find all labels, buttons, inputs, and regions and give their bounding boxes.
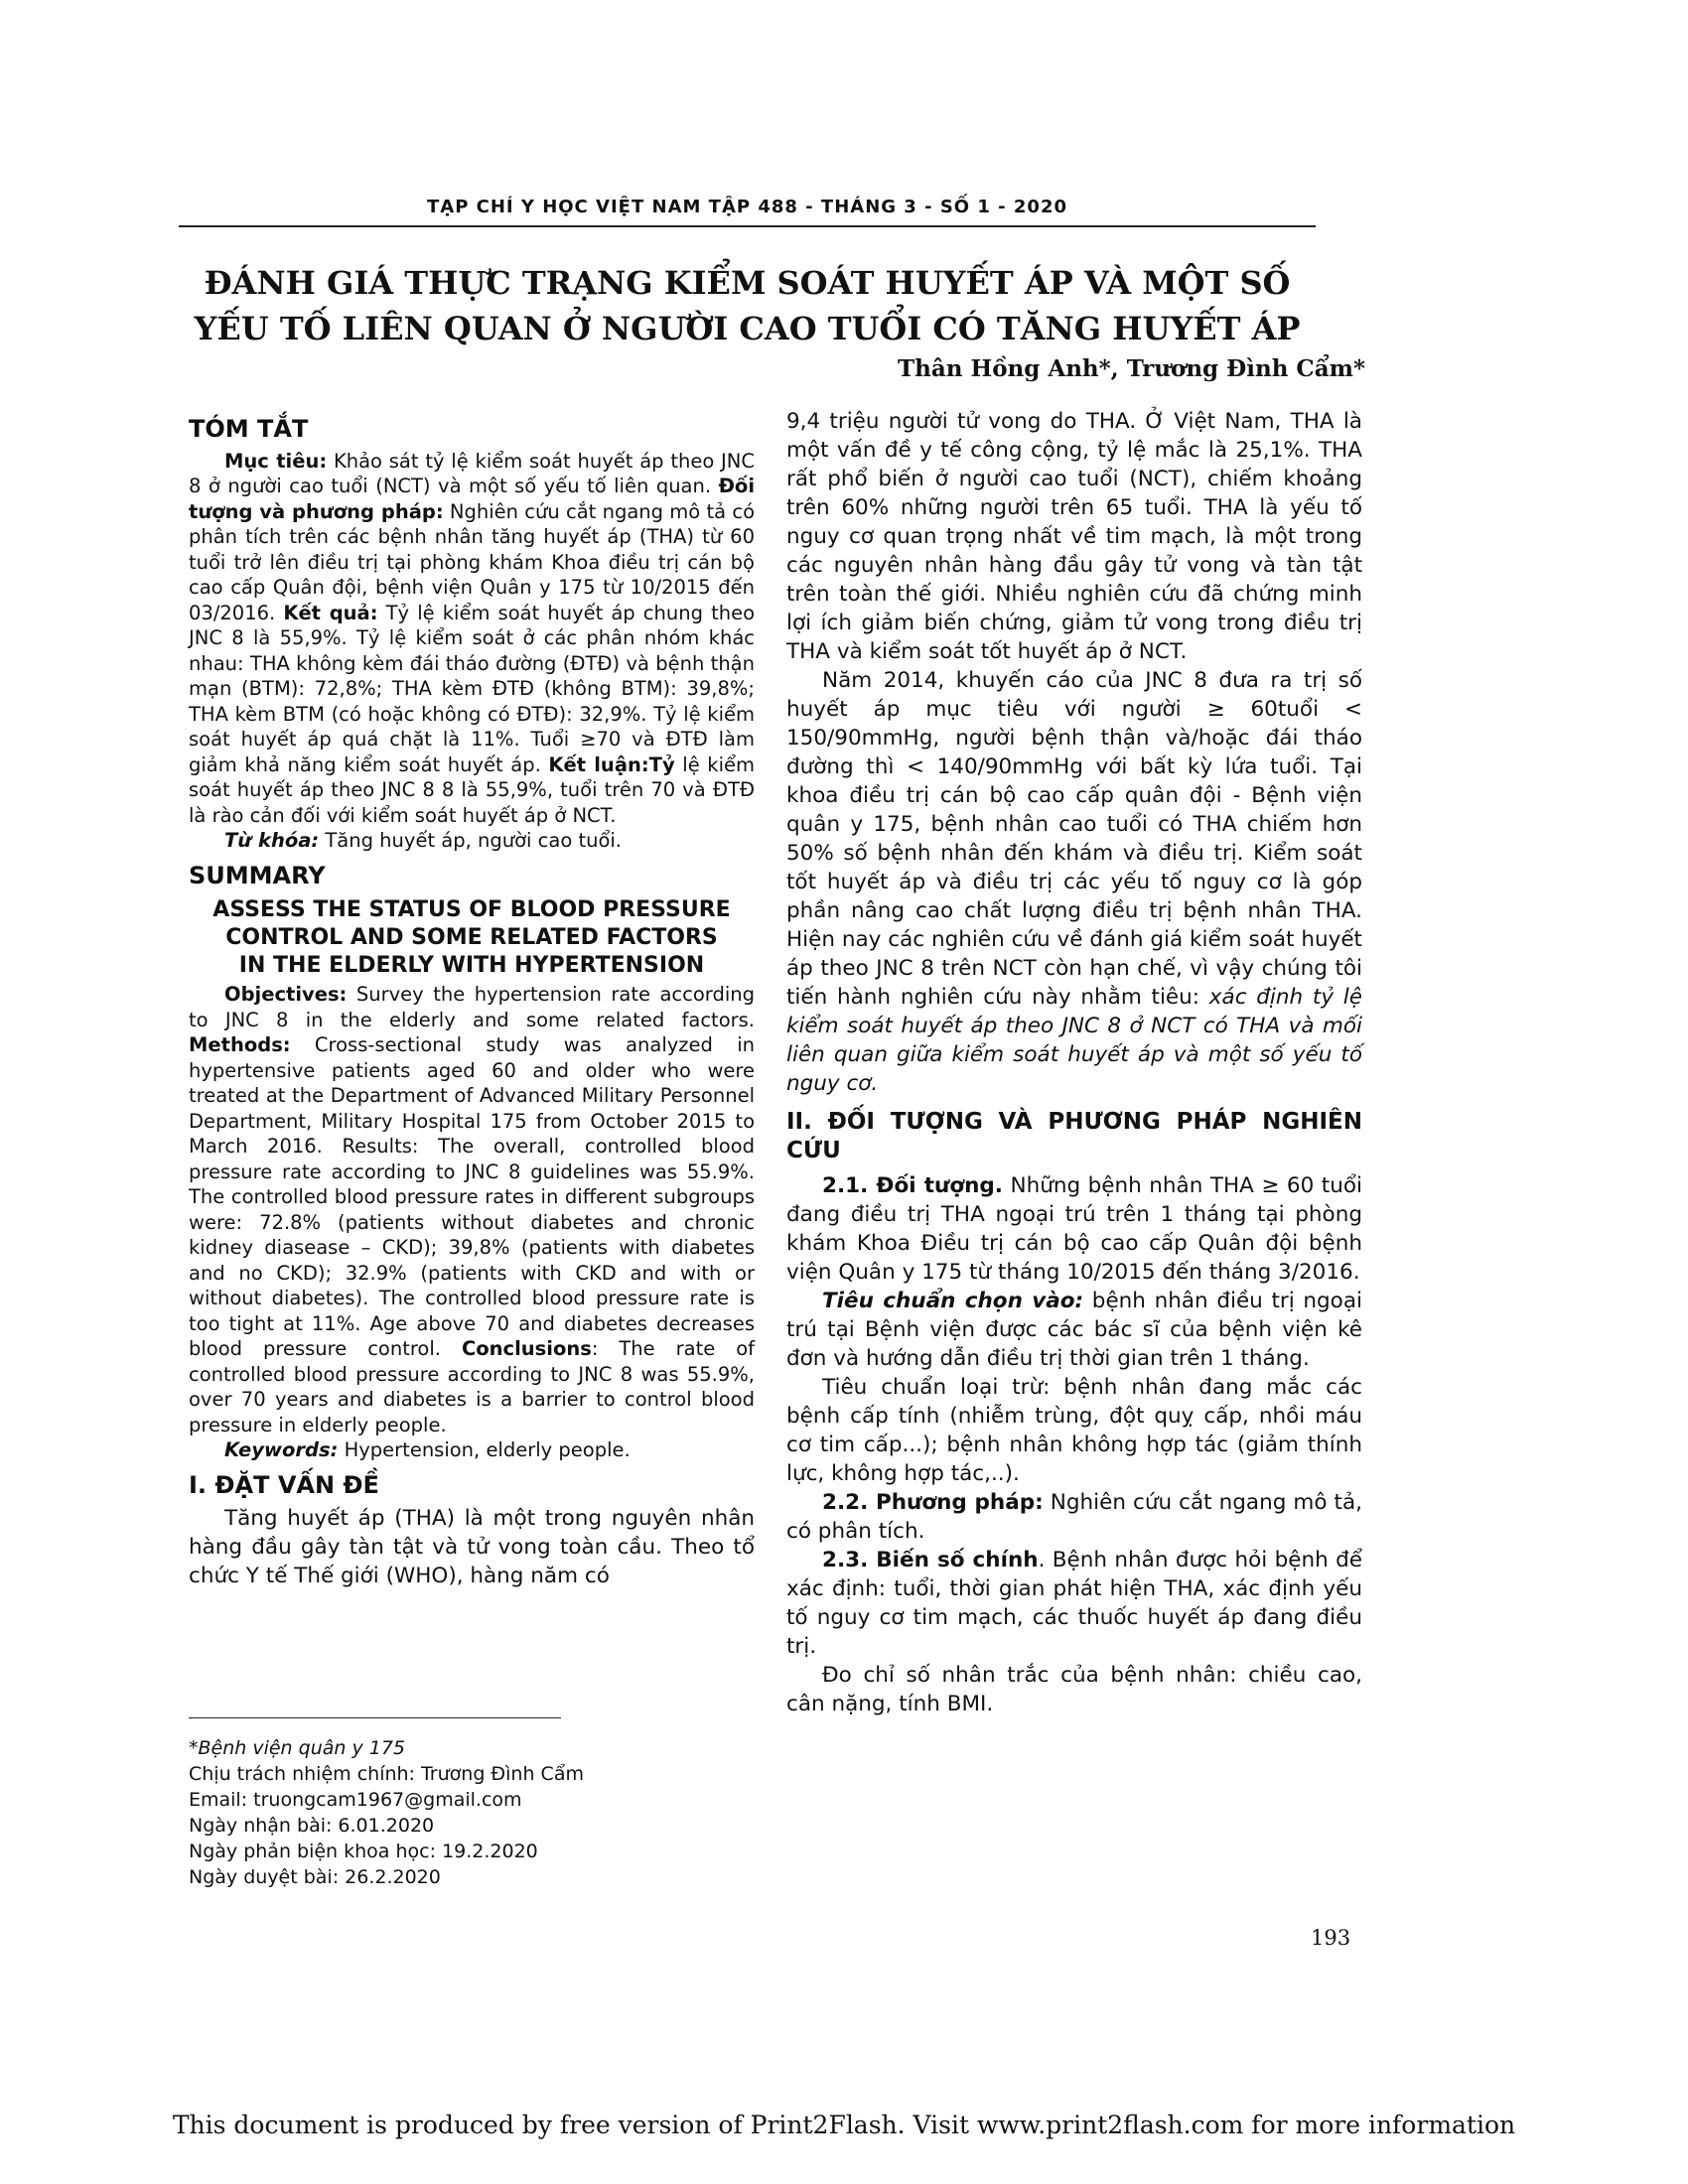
title-line-1: ĐÁNH GIÁ THỰC TRẠNG KIỂM SOÁT HUYẾT ÁP VÀ MỘT SỐ	[204, 264, 1291, 302]
summary-title-2: CONTROL AND SOME RELATED FACTORS	[225, 925, 718, 950]
paragraph-2-text: Năm 2014, khuyến cáo của JNC 8 đưa ra trị số huyết áp mục tiêu với người ≥ 60tuổi < 150/90mmHg, người bệnh thận và/hoặc đái tháo đường thì < 140/90mmHg với bất kỳ lứa tuổi. Tại khoa điều trị cán bộ cao cấp quân đội - Bệnh viện quân y 175, bệnh nhân cao tuổi có THA chiếm hơn 50% số bệnh nhân đến khám và điều trị. Kiểm soát tốt huyết áp và điều trị các yếu tố nguy cơ là góp phần nâng cao chất lượng điều trị bệnh nhân THA. Hiện nay các nghiên cứu về đánh giá kiểm soát huyết áp theo JNC 8 trên NCT còn hạn chế, vì vậy chúng tôi tiến hành nghiên cứu này nhằm tiêu:	[786, 668, 1362, 1010]
section-2-heading: II. ĐỐI TƯỢNG VÀ PHƯƠNG PHÁP NGHIÊN CỨU	[786, 1109, 1362, 1163]
methods-en-label: Methods:	[189, 1033, 291, 1056]
summary-heading: SUMMARY	[189, 861, 326, 889]
inclusion-criteria	[786, 1287, 1362, 1373]
results-text-1: Tỷ lệ kiểm soát huyết áp chung theo JNC 8 là 55,9%. Tỷ lệ kiểm soát ở các phân nhóm khác nhau: THA không kèm đái tháo đường (ĐTĐ) và bệnh thận mạn (BTM): 72,8%; THA kèm ĐTĐ (không BTM): 39,8%; THA kèm BTM (có hoặc không có ĐTĐ): 32,9%.	[189, 601, 756, 726]
results-text-2: Tỷ lệ kiểm soát huyết áp quá chặt là 11%. Tuổi ≥70 và ĐTĐ làm giảm khả năng kiểm soát huyết áp.	[189, 702, 755, 776]
conclusion-bold: Tỷ	[648, 752, 675, 776]
summary-body	[189, 982, 755, 1437]
methods-text: Nghiên cứu cắt ngang mô tả có phân tích trên các bệnh nhân tăng huyết áp (THA) từ 60 tuổi trở lên điều trị tại phòng khám Khoa điều trị cán bộ cao cấp Quân đội, bệnh viện Quân y 175 từ 10/2015 đến 03/2016.	[189, 499, 755, 624]
section-1-paragraph-1-cont: 9,4 triệu người tử vong do THA. Ở Việt Nam, THA là một vấn đề y tế công cộng, tỷ lệ mắc là 25,1%. THA rất phổ biến ở người cao tuổi (NCT), chiếm khoảng trên 60% những người trên 65 tuổi. THA là yếu tố nguy cơ quan trọng nhất về tim mạch, là một trong các nguyên nhân hàng đầu gây tử vong và tàn tật trên toàn thế giới. Nhiều nghiên cứu đã chứng minh lợi ích giảm biến chứng, giảm tử vong trong điều trị THA và kiểm soát tốt huyết áp ở NCT.	[786, 409, 1362, 664]
footnote-received: Ngày nhận bài: 6.01.2020	[189, 1815, 435, 1837]
inclusion-label: Tiêu chuẩn chọn vào:	[822, 1289, 1084, 1313]
conclusions-en-text: : The rate of controlled blood pressure according to JNC 8 was 55.9%, over 70 years and diabetes is a barrier to control blood pressure in elderly people.	[189, 1337, 755, 1436]
conclusion-label: Kết luận:	[548, 752, 649, 776]
keywords-vi-text: Tăng huyết áp, người cao tuổi.	[325, 829, 623, 852]
paragraph-2-aim: xác định tỷ lệ kiểm soát huyết áp theo JNC 8 ở NCT có THA và mối liên quan giữa kiểm soát huyết áp và một số yếu tố nguy cơ.	[786, 985, 1362, 1096]
page-number: 193	[1311, 1926, 1351, 1950]
summary-title	[189, 896, 755, 980]
exclusion-criteria: Tiêu chuẩn loại trừ: bệnh nhân đang mắc các bệnh cấp tính (nhiễm trùng, đột quỵ cấp, nhồi máu cơ tim cấp...); bệnh nhân không hợp tác (giảm thính lực, không hợp tác,..).	[786, 1375, 1362, 1486]
section-2-1	[786, 1171, 1362, 1287]
inclusion-text: bệnh nhân điều trị ngoại trú tại Bệnh viện được các bác sĩ của bệnh viện kê đơn và hướng dẫn điều trị thời gian trên 1 tháng.	[786, 1289, 1362, 1371]
footnotes	[189, 1735, 755, 1890]
section-2-3-text: . Bệnh nhân được hỏi bệnh để xác định: tuổi, thời gian phát hiện THA, xác định yếu tố nguy cơ tim mạch, các thuốc huyết áp đang điều trị.	[786, 1548, 1362, 1659]
title-line-2: YẾU TỐ LIÊN QUAN Ở NGƯỜI CAO TUỔI CÓ TĂNG HUYẾT ÁP	[194, 310, 1301, 347]
summary-title-1: ASSESS THE STATUS OF BLOOD PRESSURE	[212, 897, 731, 922]
abstract-vi-body	[189, 449, 755, 829]
section-2-3	[786, 1546, 1362, 1661]
footnote-reviewed: Ngày phản biện khoa học: 19.2.2020	[189, 1841, 538, 1862]
print2flash-watermark: This document is produced by free version of Print2Flash. Visit www.print2flash.com for more information	[172, 2111, 1516, 2139]
footnote-affiliation: *Bệnh viện quân y 175	[189, 1737, 406, 1759]
section-1-heading: I. ĐẶT VẤN ĐỀ	[189, 1470, 379, 1499]
conclusions-en-label: Conclusions	[461, 1337, 592, 1360]
objective-label: Mục tiêu:	[224, 449, 328, 473]
methods-en-text: Cross-sectional study was analyzed in hypertensive patients aged 60 and older who were treated at the Department of Advanced Military Personnel Department, Military Hospital 175 from October 2015 to March 2016. Results: The overall, controlled blood pressure rate according to JNC 8 guidelines was 55.9%. The controlled blood pressure rates in different subgroups were: 72.8% (patients without diabetes and chronic kidney diasease – CKD); 39,8% (patients with diabetes and no CKD); 32.9% (patients with CKD and with or without diabetes). The controlled blood pressure rate is too tight at 11%. Age above 70 and diabetes decreases blood pressure control.	[189, 1033, 755, 1360]
abstract-vi-heading: TÓM TẮT	[189, 415, 309, 443]
section-2-3-label: 2.3. Biến số chính	[822, 1548, 1039, 1572]
left-column	[189, 407, 755, 1590]
keywords-en	[189, 1437, 755, 1463]
objective-text: Khảo sát tỷ lệ kiểm soát huyết áp theo JNC 8 ở người cao tuổi (NCT) và một số yếu tố liên quan.	[189, 449, 756, 497]
section-1-paragraph-2	[786, 666, 1362, 1098]
footnote-email: Email: truongcam1967@gmail.com	[189, 1789, 522, 1811]
section-2-1-label: 2.1. Đối tượng.	[822, 1173, 1003, 1198]
journal-header: TẠP CHÍ Y HỌC VIỆT NAM TẬP 488 - THÁNG 3 - SỐ 1 - 2020	[426, 197, 1067, 217]
right-column	[786, 407, 1362, 1718]
footnote-rule	[189, 1717, 561, 1718]
authors: Thân Hồng Anh*, Trương Đình Cẩm*	[898, 355, 1365, 382]
results-label: Kết quả:	[283, 601, 378, 624]
section-1-paragraph-1: Tăng huyết áp (THA) là một trong nguyên nhân hàng đầu gây tàn tật và tử vong toàn cầu. Theo tổ chức Y tế Thế giới (WHO), hàng năm có	[189, 1506, 755, 1588]
anthropometrics: Đo chỉ số nhân trắc của bệnh nhân: chiều cao, cân nặng, tính BMI.	[786, 1663, 1362, 1716]
section-2-2-label: 2.2. Phương pháp:	[822, 1490, 1044, 1515]
keywords-en-label: Keywords:	[224, 1438, 339, 1461]
conclusion-text: lệ kiểm soát huyết áp theo JNC 8 8 là 55,9%, tuổi trên 70 và ĐTĐ là rào cản đối với kiểm soát huyết áp ở NCT.	[189, 752, 756, 827]
article-title	[179, 260, 1316, 351]
section-2-2-text: Nghiên cứu cắt ngang mô tả, có phân tích.	[786, 1490, 1362, 1544]
keywords-vi	[189, 828, 755, 854]
keywords-vi-label: Từ khóa:	[224, 829, 320, 852]
objectives-text: Survey the hypertension rate according to JNC 8 in the elderly and some related factors.	[189, 983, 755, 1031]
footnote-accepted: Ngày duyệt bài: 26.2.2020	[189, 1866, 441, 1888]
section-2-2	[786, 1488, 1362, 1546]
methods-label: Đối tượng và phương pháp:	[189, 475, 755, 523]
section-2-1-text: Những bệnh nhân THA ≥ 60 tuổi đang điều trị THA ngoại trú trên 1 tháng tại phòng khám Khoa Điều trị cán bộ cao cấp Quân đội bệnh viện Quân y 175 từ tháng 10/2015 đến tháng 3/2016.	[786, 1173, 1362, 1285]
objectives-label: Objectives:	[224, 983, 348, 1006]
footnote-responsible: Chịu trách nhiệm chính: Trương Đình Cẩm	[189, 1763, 584, 1785]
summary-title-3: IN THE ELDERLY WITH HYPERTENSION	[238, 953, 705, 978]
header-rule	[179, 225, 1316, 227]
keywords-en-text: Hypertension, elderly people.	[344, 1438, 631, 1461]
